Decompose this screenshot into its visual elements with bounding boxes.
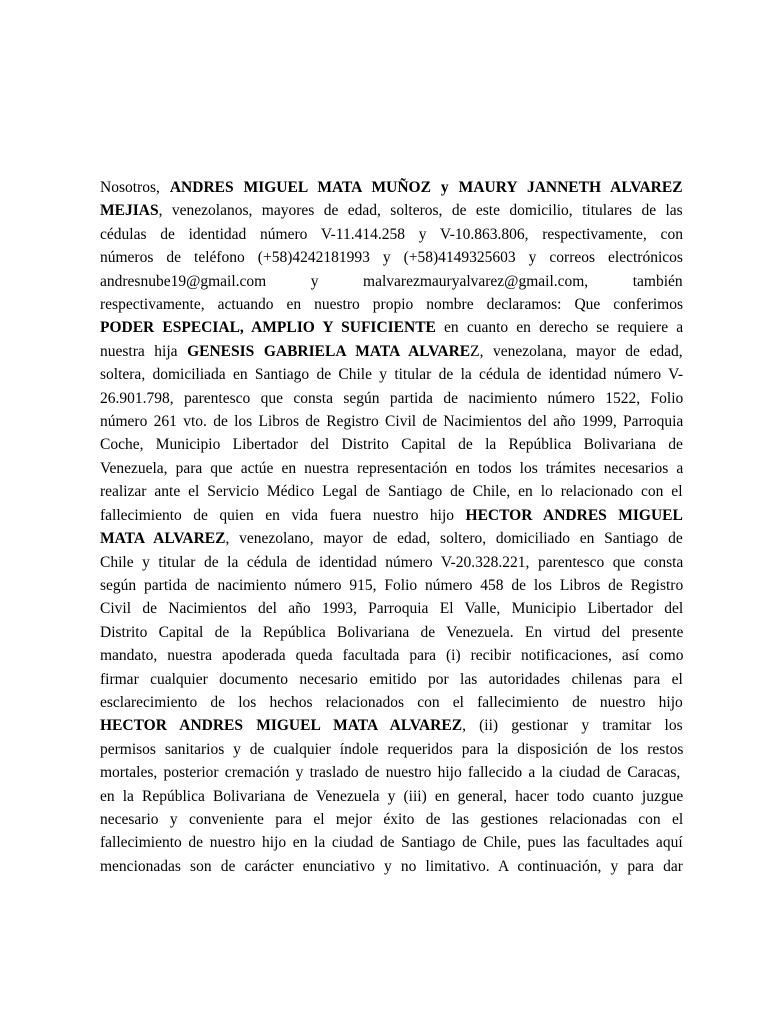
bold-text-run: PODER ESPECIAL, AMPLIO Y SUFICIENTE (100, 319, 436, 337)
document-line (100, 808, 683, 831)
text-run: realizar ante el Servicio Médico Legal de Santiago de Chile, en lo relacionado con el (100, 483, 683, 501)
text-run: fallecimiento de quien en vida fuera nuestro hijo (100, 506, 466, 524)
document-line (100, 316, 683, 339)
text-run: Venezuela, para que actúe en nuestra representación en todos los trámites necesarios a (100, 459, 684, 477)
text-run: respectivamente, actuando en nuestro propio nombre declaramos: Que conferimos (100, 296, 684, 314)
text-run: en cuanto en derecho se requiere a (435, 319, 684, 337)
text-run: , venezolano, mayor de edad, soltero, domiciliado en Santiago de (225, 530, 683, 548)
text-run: 26.901.798, parentesco que consta según partida de nacimiento número 1522, Folio (100, 389, 684, 407)
text-run: números de teléfono (+58)4242181993 y (+58)4149325603 y correos electrónicos (100, 249, 683, 267)
text-run: esclarecimiento de los hechos relacionados con el fallecimiento de nuestro hijo (100, 693, 683, 711)
bold-text-run: MATA ALVAREZ (100, 530, 226, 548)
bold-text-run: GENESIS GABRIELA MATA ALVARE (187, 342, 471, 360)
document-line (100, 246, 683, 269)
text-run: andresnube19@gmail.com y malvarezmauryalvarez@gmail.com, también (100, 272, 683, 290)
text-run: firmar cualquier documento necesario emitido por las autoridades chilenas para el (100, 670, 683, 688)
document-line (100, 644, 683, 667)
document-line (100, 831, 683, 854)
document-line (100, 199, 683, 222)
document-line (100, 410, 683, 433)
text-run: , venezolanos, mayores de edad, solteros, de este domicilio, titulares de las (158, 202, 683, 220)
document-line (100, 223, 683, 246)
text-run: necesario y conveniente para el mejor éxito de las gestiones relacionadas con el (100, 810, 684, 828)
document-line (100, 738, 683, 761)
document-body (100, 176, 683, 878)
text-run: mandato, nuestra apoderada queda facultada para (i) recibir notificaciones, así como (100, 647, 684, 665)
text-run: soltera, domiciliada en Santiago de Chile y titular de la cédula de identidad número V- (100, 366, 684, 384)
text-run: según partida de nacimiento número 915, Folio número 458 de los Libros de Registro (100, 576, 684, 594)
document-line (100, 785, 683, 808)
document-line (100, 691, 683, 714)
bold-text-run: ANDRES MIGUEL MATA MUÑOZ y MAURY JANNETH ALVAREZ (169, 179, 683, 196)
document-line (100, 176, 683, 199)
document-line (100, 340, 683, 363)
bold-text-run: MEJIAS (100, 202, 159, 220)
document-line (100, 855, 683, 878)
document-line (100, 433, 683, 456)
bold-text-run: HECTOR ANDRES MIGUEL MATA ALVAREZ (100, 717, 463, 735)
document-line (100, 668, 683, 691)
text-run: número 261 vto. de los Libros de Registro Civil de Nacimientos del año 1999, Parroquia (100, 413, 684, 431)
document-line (100, 527, 683, 550)
bold-text-run: HECTOR ANDRES MIGUEL (465, 506, 683, 524)
text-run: , (ii) gestionar y tramitar los (462, 717, 683, 735)
text-run: mencionadas son de carácter enunciativo y no limitativo. A continuación, y para dar (100, 857, 683, 875)
text-run: cédulas de identidad número V-11.414.258 y V-10.863.806, respectivamente, con (100, 225, 683, 243)
text-run: permisos sanitarios y de cualquier índole requeridos para la disposición de los restos (100, 740, 684, 758)
document-line (100, 714, 683, 737)
document-line (100, 761, 683, 784)
text-run: Chile y titular de la cédula de identidad número V-20.328.221, parentesco que consta (100, 553, 684, 571)
document-line (100, 597, 683, 620)
document-line (100, 551, 683, 574)
document-line (100, 574, 683, 597)
text-run: mortales, posterior cremación y traslado de nuestro hijo fallecido a la ciudad de Caracas, (100, 764, 681, 782)
text-run: Coche, Municipio Libertador del Distrito Capital de la República Bolivariana de (100, 436, 683, 454)
document-line (100, 504, 683, 527)
document-line (100, 387, 683, 410)
document-line (100, 270, 683, 293)
text-run: Distrito Capital de la República Bolivariana de Venezuela. En virtud del presente (100, 623, 684, 641)
text-run: nuestra hija (100, 342, 188, 360)
text-run: Nosotros, (100, 179, 170, 196)
document-line (100, 293, 683, 316)
text-run: Civil de Nacimientos del año 1993, Parroquia El Valle, Municipio Libertador del (100, 600, 684, 618)
document-line (100, 363, 683, 386)
text-run: Z, venezolana, mayor de edad, (470, 342, 683, 360)
document-line (100, 480, 683, 503)
text-run: en la República Bolivariana de Venezuela y (iii) en general, hacer todo cuanto juzgue (100, 787, 684, 805)
document-line (100, 457, 683, 480)
document-line (100, 621, 683, 644)
text-run: fallecimiento de nuestro hijo en la ciudad de Santiago de Chile, pues las facultades aquí (100, 834, 683, 852)
